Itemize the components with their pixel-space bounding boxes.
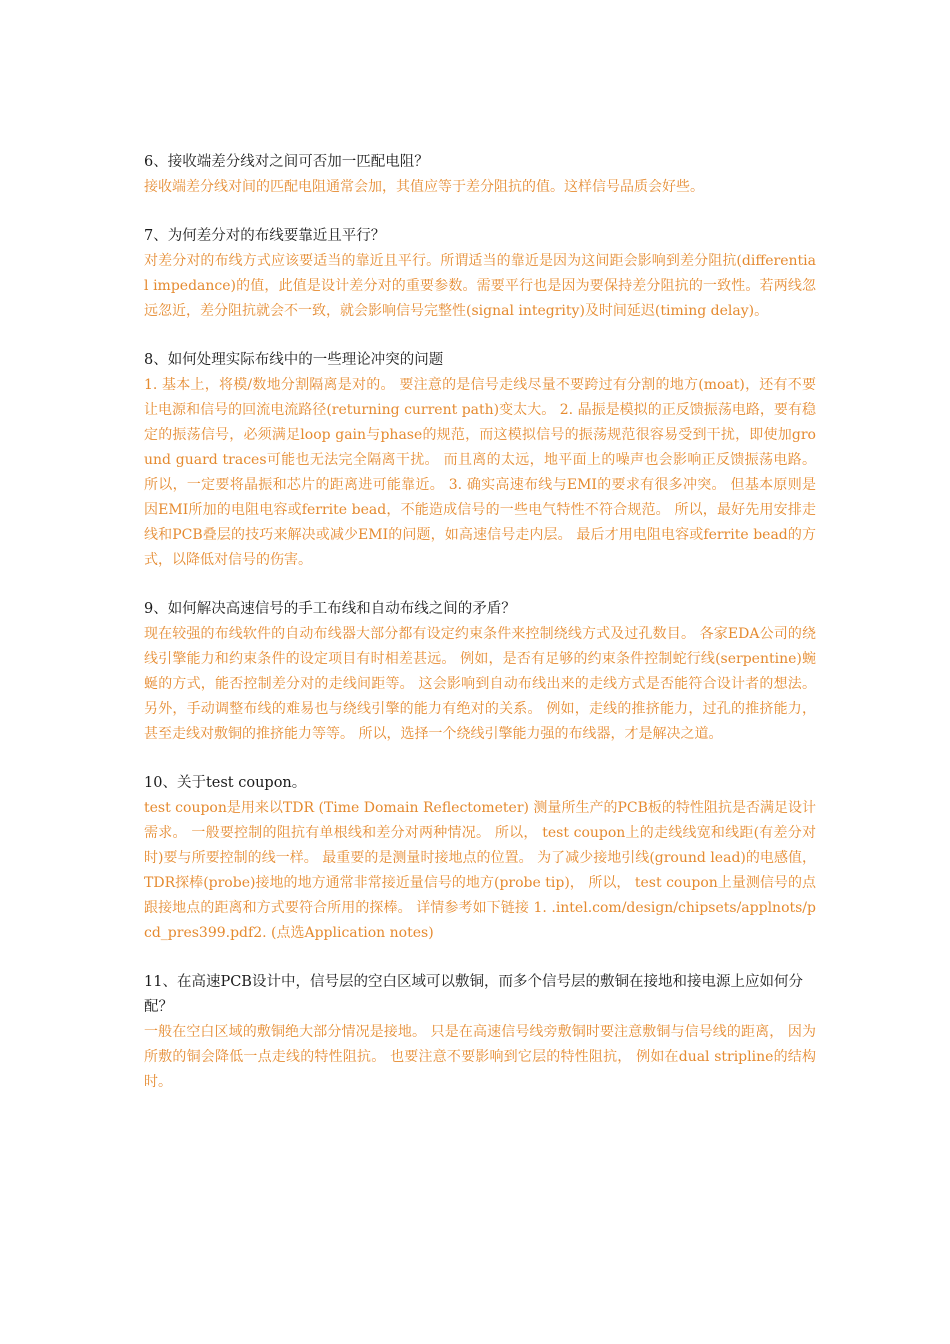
question-text: 8、如何处理实际布线中的一些理论冲突的问题 bbox=[144, 352, 444, 368]
qa-item-11 bbox=[144, 970, 816, 1095]
qa-item-8 bbox=[144, 348, 821, 573]
question-text: 6、接收端差分线对之间可否加一匹配电阻？ bbox=[144, 154, 429, 170]
question-text: 11、在高速PCB设计中，信号层的空白区域可以敷铜，而多个信号层的敷铜在接地和接电源上应如何分配？ bbox=[144, 974, 803, 1015]
answer-text: 接收端差分线对间的匹配电阻通常会加，其值应等于差分阻抗的值。这样信号品质会好些。 bbox=[144, 179, 704, 195]
answer-text: 1. 基本上，将模/数地分割隔离是对的。 要注意的是信号走线尽量不要跨过有分割的地方(moat)，还有不要让电源和信号的回流电流路径(returning current path)变太大。 2. 晶振是模拟的正反馈振荡电路，要有稳定的振荡信号，必须满足loop gain与phase的规范，而这模拟信号的振荡规范很容易受到干扰，即使加ground guard traces可能也无法完全隔离干扰。 而且离的太远，地平面上的噪声也会影响正反馈振荡电路。 所以，一定要将晶振和芯片的距离进可能靠近。 3. 确实高速布线与EMI的要求有很多冲突。 但基本原则是因EMI所加的电阻电容或ferrite bead，不能造成信号的一些电气特性不符合规范。 所以，最好先用安排走线和PCB叠层的技巧来解决或减少EMI的问题，如高速信号走内层。 最后才用电阻电容或ferrite bead的方式，以降低对信号的伤害。 bbox=[144, 377, 821, 568]
question-text: 7、为何差分对的布线要靠近且平行？ bbox=[144, 228, 386, 244]
question-text: 9、如何解决高速信号的手工布线和自动布线之间的矛盾？ bbox=[144, 601, 516, 617]
answer-text: 对差分对的布线方式应该要适当的靠近且平行。所谓适当的靠近是因为这间距会影响到差分阻抗(differential impedance)的值，此值是设计差分对的重要参数。需要平行也是因为要保持差分阻抗的一致性。若两线忽远忽近，差分阻抗就会不一致，就会影响信号完整性(signal integrity)及时间延迟(timing delay)。 bbox=[144, 253, 816, 319]
question-text: 10、关于test coupon。 bbox=[144, 775, 307, 791]
document-page bbox=[144, 150, 821, 1119]
answer-text: test coupon是用来以TDR (Time Domain Reflectometer) 测量所生产的PCB板的特性阻抗是否满足设计需求。 一般要控制的阻抗有单根线和差分对两种情况。 所以， test coupon上的走线线宽和线距(有差分对时)要与所要控制的线一样。 最重要的是测量时接地点的位置。 为了减少接地引线(ground lead)的电感值， TDR探棒(probe)接地的地方通常非常接近量信号的地方(probe tip)， 所以， test coupon上量测信号的点跟接地点的距离和方式要符合所用的探棒。 详情参考如下链接 1. .intel.com/design/chipsets/applnots/pcd_pres399.pdf2. (点选Application notes) bbox=[144, 800, 821, 941]
qa-item-9 bbox=[144, 597, 821, 747]
answer-text: 一般在空白区域的敷铜绝大部分情况是接地。 只是在高速信号线旁敷铜时要注意敷铜与信号线的距离， 因为所敷的铜会降低一点走线的特性阻抗。 也要注意不要影响到它层的特性阻抗， 例如在dual stripline的结构时。 bbox=[144, 1024, 816, 1090]
answer-text: 现在较强的布线软件的自动布线器大部分都有设定约束条件来控制绕线方式及过孔数目。 各家EDA公司的绕线引擎能力和约束条件的设定项目有时相差甚远。 例如，是否有足够的约束条件控制蛇行线(serpentine)蜿蜒的方式，能否控制差分对的走线间距等。 这会影响到自动布线出来的走线方式是否能符合设计者的想法。 另外，手动调整布线的难易也与绕线引擎的能力有绝对的关系。 例如，走线的推挤能力，过孔的推挤能力，甚至走线对敷铜的推挤能力等等。 所以，选择一个绕线引擎能力强的布线器，才是解决之道。 bbox=[144, 626, 821, 742]
qa-item-10 bbox=[144, 771, 821, 946]
qa-item-7 bbox=[144, 224, 816, 324]
qa-item-6 bbox=[144, 150, 816, 200]
